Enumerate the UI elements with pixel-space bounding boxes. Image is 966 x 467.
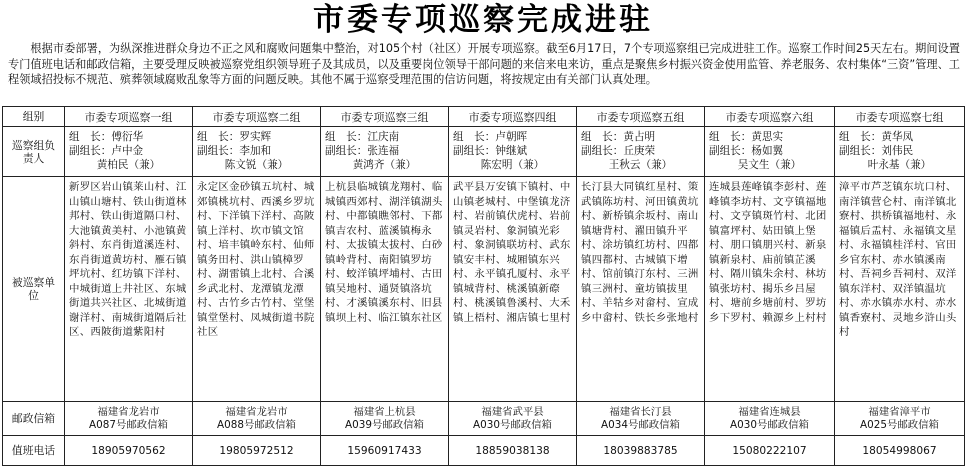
group-name-1: 市委专项巡察一组 <box>65 107 193 127</box>
row-label-phone: 值班电话 <box>3 436 65 466</box>
inspection-table <box>2 106 965 466</box>
leader-cell-2 <box>193 127 321 177</box>
leader-cell-4 <box>449 127 577 177</box>
group-leader: 组 长：罗实辉 <box>197 131 272 143</box>
units-cell-1: 新罗区岩山镇莱山村、江山镇山塘村、铁山街道林邦村、铁山街道隔口村、大池镇黄美村、小池镇黄斜村、东肖街道溪连村、东肖街道黄坊村、雁石镇坪坑村、红坊镇下洋村、中城街道上井社区、东城街道共兴社区、北城街道谢洋村、南城街道隔后社区、西陂街道紫阳村 <box>65 177 193 402</box>
deputy-leader-concurrent: 叶永基（兼） <box>867 159 932 171</box>
mailbox-city: 福建省武平县 <box>481 405 544 418</box>
deputy-leader: 副组长：刘伟民 <box>839 145 914 157</box>
mailbox-city: 福建省龙岩市 <box>225 405 288 418</box>
units-cell-2: 永定区金砂镇五坑村、城郊镇桃坑村、西溪乡罗坑村、下洋镇下洋村、高陂镇上洋村、坎市镇文馆村、培丰镇岭东村、仙师镇务田村、洪山镇樟罗村、湖雷镇上北村、合溪乡武北村、龙潭镇龙潭村、古竹乡古竹村、堂堡镇堂堡村、凤城街道书院社区 <box>193 177 321 402</box>
leader-cell-5 <box>577 127 705 177</box>
mailbox-number: A087号邮政信箱 <box>89 418 168 431</box>
mailbox-cell-2 <box>193 402 321 436</box>
phone-cell-2: 19805972512 <box>193 436 321 466</box>
group-leader: 组 长：江庆南 <box>325 131 400 143</box>
deputy-leader-concurrent: 陈宏明（兼） <box>480 159 545 171</box>
mailbox-cell-6 <box>705 402 835 436</box>
deputy-leader-concurrent: 黄鸿齐（兼） <box>352 159 417 171</box>
deputy-leader: 副组长：杨如翼 <box>709 145 784 157</box>
mailbox-cell-3 <box>321 402 449 436</box>
deputy-leader-concurrent: 陈文锐（兼） <box>224 159 289 171</box>
intro-paragraph: 根据市委部署，为纵深推进群众身边不正之风和腐败问题集中整治，对105个村（社区）开展专项巡察。截至6月17日，7个专项巡察组已完成进驻工作。巡察工作时间25天左右。期间设置专门值班电话和邮政信箱，主要受理反映被巡察党组织领导班子及其成员，以及重要岗位领导干部问题的来信来电来访，重点是聚焦乡村振兴资金使用监管、养老服务、农村集体“三资”管理、工程领域招投标不规范、殡葬领域腐败乱象等方面的问题反映。其他不属于巡察受理范围的信访问题，将按规定由有关部门认真处理。 <box>8 42 960 86</box>
phone-cell-4: 18859038138 <box>449 436 577 466</box>
group-header-row <box>3 107 965 127</box>
mailbox-city: 福建省上杭县 <box>353 405 416 418</box>
deputy-leader: 副组长：张连福 <box>325 145 400 157</box>
phone-cell-1: 18905970562 <box>65 436 193 466</box>
units-cell-6: 连城县莲峰镇李彭村、莲峰镇李坊村、文亨镇福地村、文亨镇斑竹村、北团镇富坪村、姑田镇上堡村、朋口镇朋兴村、新泉镇新泉村、庙前镇芷溪村、隔川镇朱余村、林坊镇张坊村、揭乐乡吕屋村、塘前乡塘前村、罗坊乡下罗村、赖源乡上村村 <box>705 177 835 402</box>
deputy-leader: 副组长：钟继斌 <box>453 145 528 157</box>
deputy-leader-concurrent: 吴文生（兼） <box>737 159 802 171</box>
mailbox-city: 福建省龙岩市 <box>97 405 160 418</box>
page-title: 市委专项巡察完成进驻 <box>313 2 653 38</box>
mailbox-number: A039号邮政信箱 <box>345 418 424 431</box>
group-leader: 组 长：黄占明 <box>581 131 656 143</box>
group-name-5: 市委专项巡察五组 <box>577 107 705 127</box>
units-cell-3: 上杭县临城镇龙翔村、临城镇西郊村、湖洋镇湖头村、中都镇瞧邻村、下都镇吉农村、蓝溪镇梅永村、太拔镇太拔村、白砂镇岭背村、南阳镇罗坊村、蛟洋镇坪埔村、古田镇吴地村、通贤镇洛坑村、才溪镇溪东村、旧县镇坝上村、临江镇东社区 <box>321 177 449 402</box>
units-cell-5: 长汀县大同镇红星村、策武镇陈坊村、河田镇黄坑村、新桥镇余坂村、南山镇塘背村、濯田镇升平村、涂坊镇红坊村、四都镇四都村、古城镇下增村、馆前镇汀东村、三洲镇三洲村、童坊镇拔里村、羊牯乡对畲村、宣成乡中畲村、铁长乡张地村 <box>577 177 705 402</box>
mailbox-city: 福建省长汀县 <box>609 405 672 418</box>
mailbox-number: A088号邮政信箱 <box>217 418 296 431</box>
mailbox-number: A034号邮政信箱 <box>601 418 680 431</box>
leader-cell-3 <box>321 127 449 177</box>
group-leader: 组 长：卢朝晖 <box>453 131 528 143</box>
leader-row <box>3 127 965 177</box>
mailbox-row <box>3 402 965 436</box>
group-name-3: 市委专项巡察三组 <box>321 107 449 127</box>
phone-cell-6: 15080222107 <box>705 436 835 466</box>
row-label-mailbox: 邮政信箱 <box>3 402 65 436</box>
mailbox-cell-1 <box>65 402 193 436</box>
group-leader: 组 长：黄思实 <box>709 131 784 143</box>
group-leader: 组 长：傅衍华 <box>69 131 144 143</box>
units-cell-7: 漳平市芦芝镇东坑口村、南洋镇营仑村、南洋镇北寮村、拱桥镇福地村、永福镇后盂村、永福镇文星村、永福镇桂洋村、官田乡官东村、赤水镇溪南村、吾祠乡吾祠村、双洋镇东洋村、双洋镇温坑村、赤水镇赤水村、赤水镇香寮村、灵地乡浒山头村 <box>835 177 965 402</box>
mailbox-number: A030号邮政信箱 <box>473 418 552 431</box>
deputy-leader-concurrent: 黄柏民（兼） <box>96 159 161 171</box>
units-cell-4: 武平县万安镇下镇村、中山镇老城村、中堡镇龙济村、岩前镇伏虎村、岩前镇灵岩村、象洞镇光彩村、象洞镇联坊村、武东镇安丰村、城厢镇东兴村、永平镇孔厦村、永平镇城背村、桃溪镇新磜村、桃溪镇鲁溪村、大禾镇上梧村、湘店镇七里村 <box>449 177 577 402</box>
phone-cell-3: 15960917433 <box>321 436 449 466</box>
units-row <box>3 177 965 402</box>
row-label-group: 组别 <box>3 107 65 127</box>
phone-row <box>3 436 965 466</box>
phone-cell-5: 18039883785 <box>577 436 705 466</box>
phone-cell-7: 18054998067 <box>835 436 965 466</box>
group-name-7: 市委专项巡察七组 <box>835 107 965 127</box>
mailbox-cell-4 <box>449 402 577 436</box>
group-name-4: 市委专项巡察四组 <box>449 107 577 127</box>
deputy-leader-concurrent: 王秋云（兼） <box>608 159 673 171</box>
group-name-2: 市委专项巡察二组 <box>193 107 321 127</box>
mailbox-city: 福建省连城县 <box>738 405 801 418</box>
deputy-leader: 副组长：丘庚荣 <box>581 145 656 157</box>
mailbox-city: 福建省漳平市 <box>868 405 931 418</box>
leader-cell-1 <box>65 127 193 177</box>
leader-cell-7 <box>835 127 965 177</box>
row-label-units: 被巡察单位 <box>3 177 65 402</box>
group-name-6: 市委专项巡察六组 <box>705 107 835 127</box>
deputy-leader: 副组长：李加和 <box>197 145 272 157</box>
mailbox-cell-7 <box>835 402 965 436</box>
mailbox-number: A025号邮政信箱 <box>860 418 939 431</box>
mailbox-cell-5 <box>577 402 705 436</box>
row-label-leader: 巡察组负责人 <box>3 127 65 177</box>
mailbox-number: A030号邮政信箱 <box>730 418 809 431</box>
leader-cell-6 <box>705 127 835 177</box>
group-leader: 组 长：黄华凤 <box>839 131 914 143</box>
deputy-leader: 副组长：卢中金 <box>69 145 144 157</box>
